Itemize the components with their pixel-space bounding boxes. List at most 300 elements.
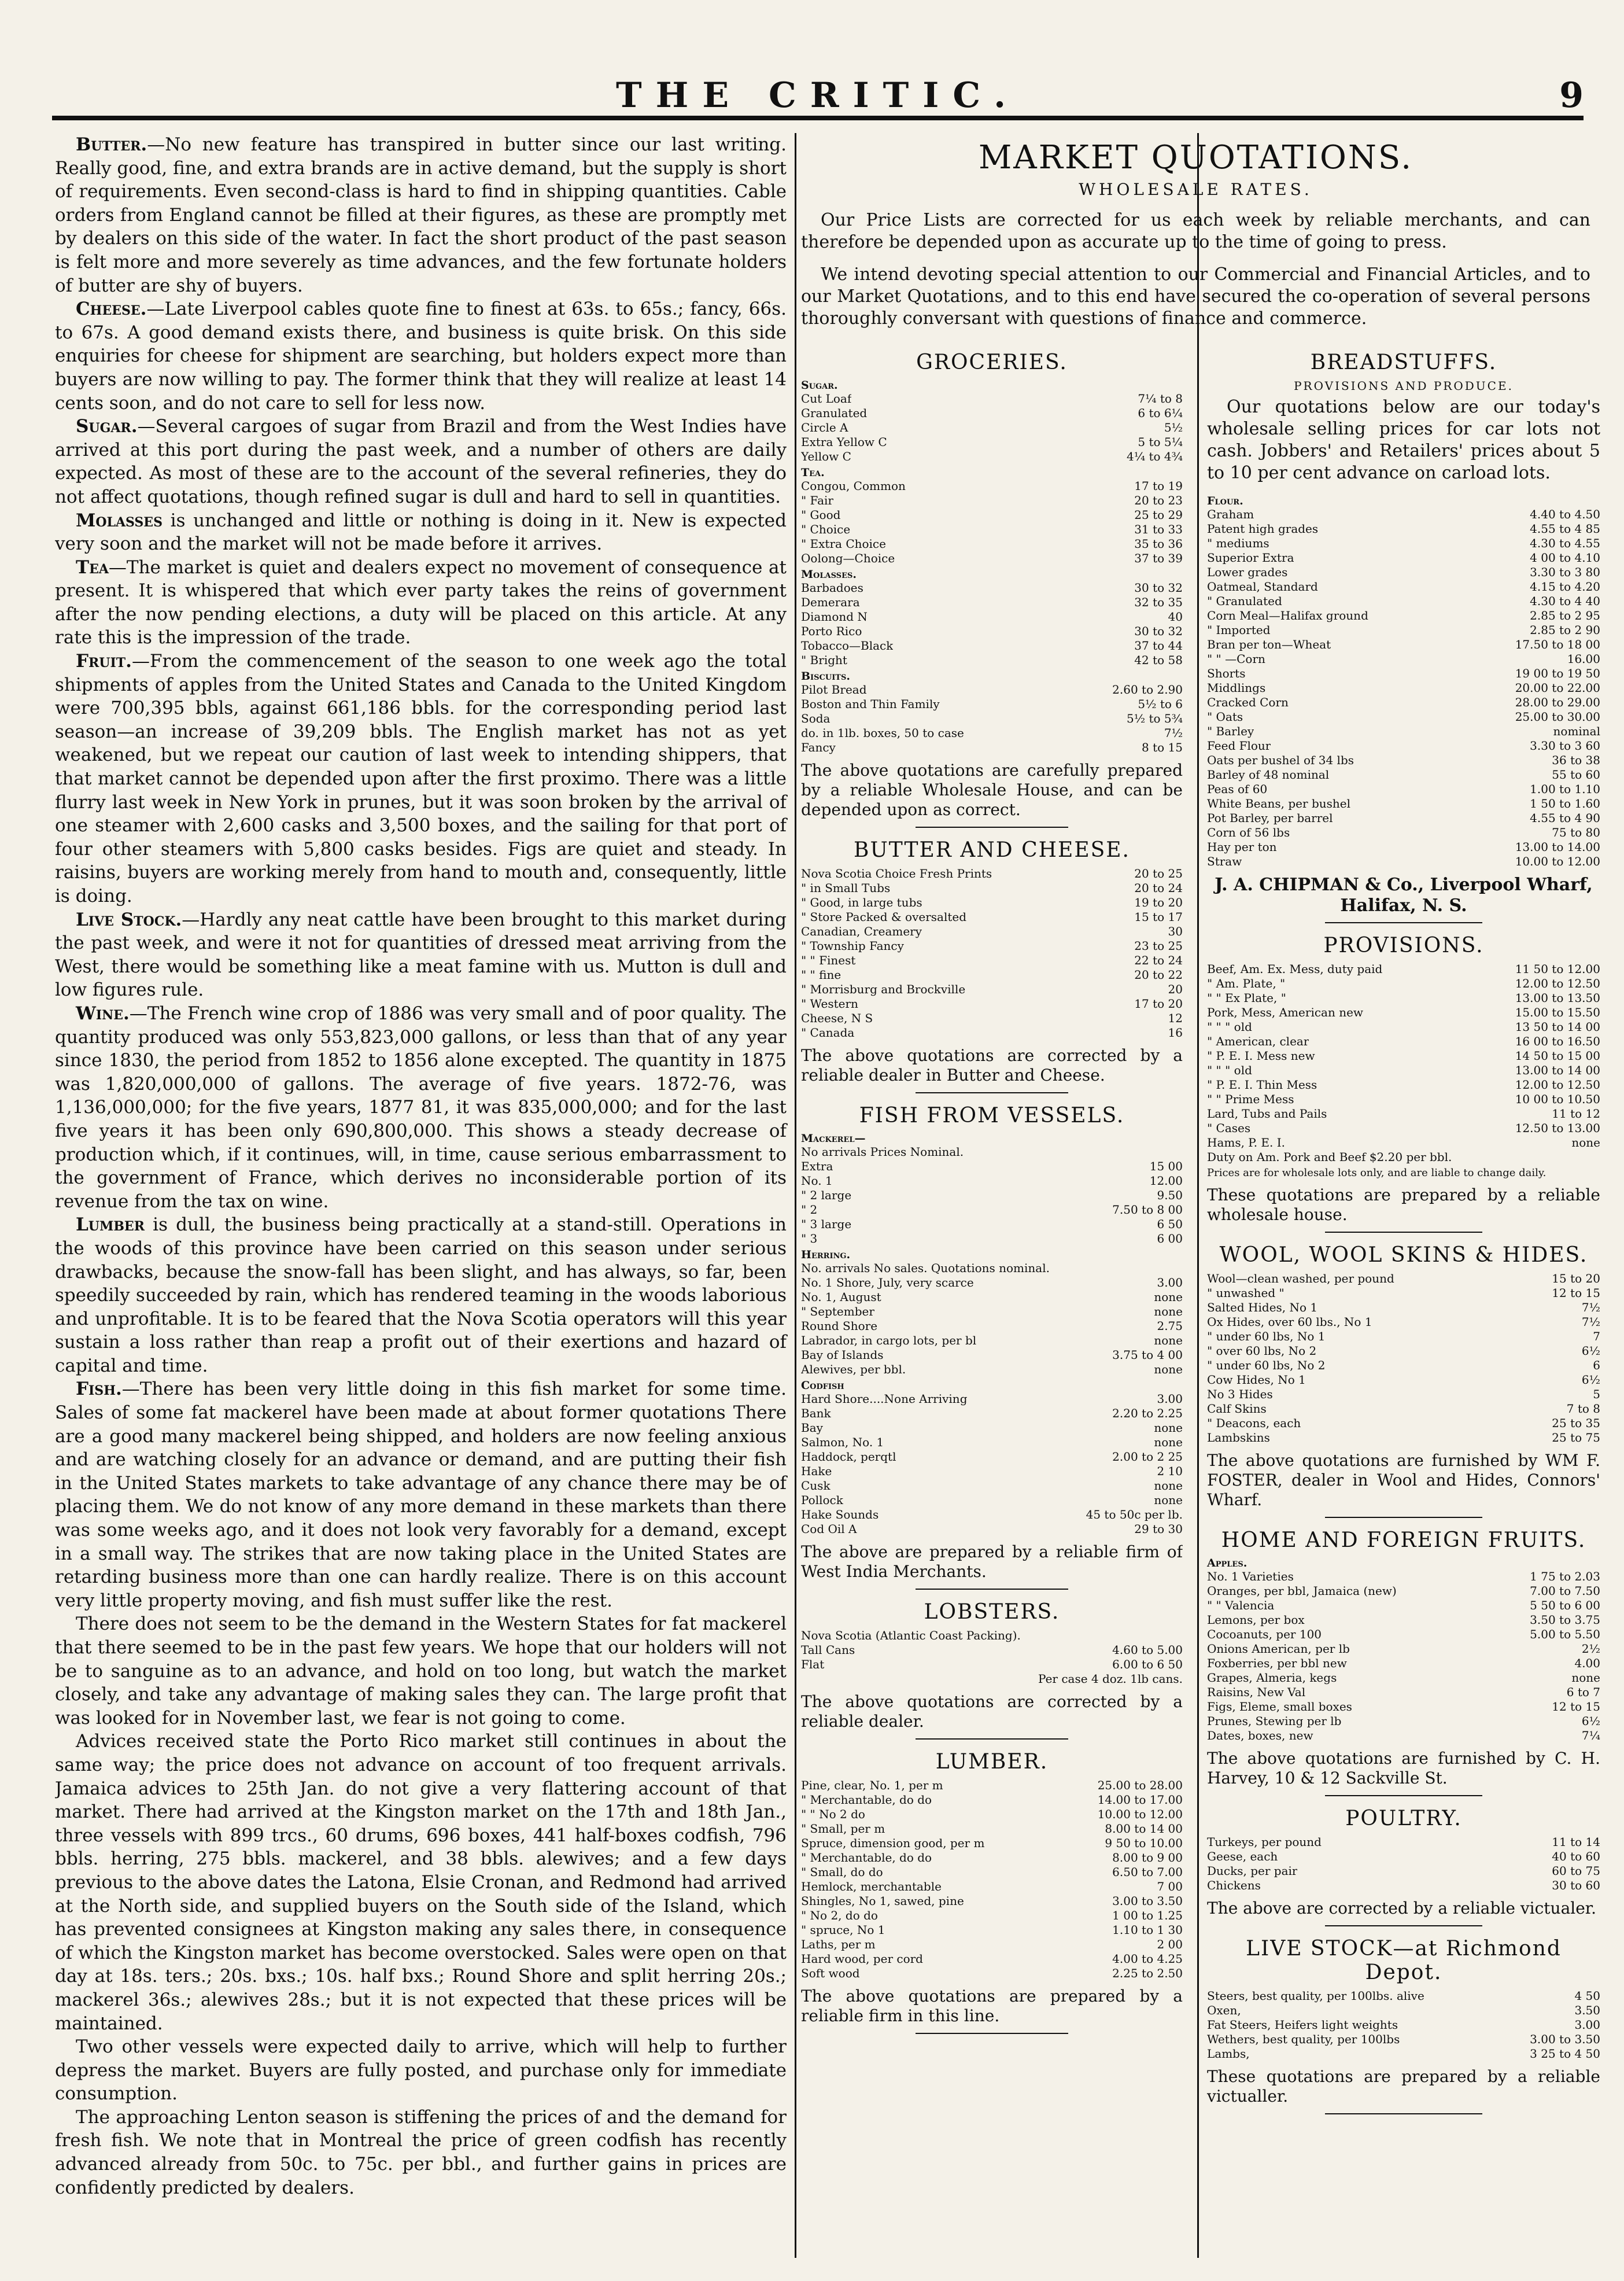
price-row [801,1479,1183,1493]
item-price: 7 [1593,1329,1600,1343]
item-label: Salted Hides, No 1 [1207,1300,1318,1314]
item-label: " Merchantable, do do [801,1851,932,1864]
price-row [1207,1700,1600,1714]
item-price: 15 to 17 [1134,910,1183,924]
price-row [1207,811,1600,826]
item-price: 9 50 to 10.00 [1105,1836,1183,1850]
item-price: 7 00 [1157,1880,1183,1893]
item-label: Cusk [801,1479,831,1493]
price-row [1207,1387,1600,1402]
price-row [1207,1063,1600,1078]
price-row [801,493,1183,508]
fish-note: The above are prepared by a reliable firm of West India Merchants. [801,1542,1183,1581]
item-label: No. arrivals No sales. Quotations nominal. [801,1261,1050,1275]
item-label: No. 1 Shore, July, very scarce [801,1276,974,1289]
price-row [1207,1598,1600,1613]
section-rule [1325,922,1482,923]
price-row [1207,565,1600,580]
wholesale-rates-subtitle: WHOLESALE RATES. [1079,180,1313,199]
price-row [1207,1034,1600,1049]
item-label: Congou, Common [801,479,906,493]
price-row [801,1217,1183,1232]
item-label: Soft wood [801,1966,860,1980]
price-row [1207,962,1600,976]
item-price: 4 00 to 4.10 [1530,551,1600,565]
price-row [801,1145,1183,1159]
item-label: " P. E. I. Mess new [1207,1049,1315,1063]
item-label: " over 60 lbs, No 2 [1207,1344,1317,1358]
item-label: Bran per ton—Wheat [1207,637,1331,651]
poultry-title: POULTRY. [1345,1807,1462,1830]
item-label: No. 1, August [801,1290,881,1304]
price-row [801,639,1183,653]
section-rule [916,2033,1068,2034]
price-row [801,1672,1183,1686]
item-label: Barbadoes [801,581,863,595]
item-price: 15 00 [1149,1159,1183,1173]
price-row [1207,623,1600,637]
item-price: 42 to 58 [1134,653,1183,667]
news-paragraph: Advices received state the Porto Rico market still continues in about the same way; the price does not advance on account of too frequent arrivals. Jamaica advices to 25th Jan. do not give a very flattering account of that market. There had arrived at the Kingston market on the 17th and 18th Jan., three vessels with 899 trcs., 60 drums, 696 boxes, 441 half-boxes codfish, 796 bbls. herring, 275 bbls. mackerel, and 38 bbls. alewives; and a few days previous to the above dates the Latona, Elsie Cronan, and Redmond had arrived at the North side, and supplied buyers on the South side of the Island, which has prevented consignees at Kingston making any sales there, in consequence of which the Kingston market has become overstocked. Sales were open on that day at 18s. ters.; 20s. bxs.; 10s. half bxs.; Round Shore and split herring 20s.; mackerel 36s.; alewives 28s.; but it is not expected that these prices will be maintained. [55,1731,787,2034]
price-row [801,1261,1183,1276]
item-price: 32 to 35 [1134,595,1183,609]
item-label: Superior Extra [1207,551,1294,565]
item-price: 12.50 to 13.00 [1515,1121,1600,1135]
item-price: 14 50 to 15 00 [1515,1049,1600,1063]
price-row [801,1421,1183,1435]
price-row [801,406,1183,421]
item-price: 20 to 24 [1134,881,1183,895]
item-label: " " Ex Plate, " [1207,991,1286,1005]
price-row [801,1923,1183,1937]
item-label: Laths, per m [801,1937,876,1951]
price-row [801,1937,1183,1952]
item-price: 3.50 [1574,2003,1600,2017]
item-label: Cow Hides, No 1 [1207,1373,1306,1387]
price-row [1207,797,1600,811]
item-label: Extra Yellow C [801,435,887,449]
item-price: 60 to 75 [1552,1864,1600,1878]
item-label: Hard wood, per cord [801,1952,923,1966]
price-row [801,1011,1183,1026]
item-label: Lower grades [1207,565,1288,579]
item-price: none [1154,1479,1183,1493]
item-price: 55 to 60 [1552,768,1600,782]
item-price: 2.25 to 2.50 [1112,1966,1183,1980]
price-row [801,421,1183,435]
price-row [801,1188,1183,1203]
item-price: 15 to 20 [1552,1272,1600,1285]
item-label: Middlings [1207,681,1266,695]
item-label: " Good, in large tubs [801,896,922,909]
breadstuffs-title: BREADSTUFFS. [1310,351,1497,374]
price-row [1207,1656,1600,1671]
price-row [1207,840,1600,854]
price-row [1207,1329,1600,1344]
item-label: Granulated [801,406,868,420]
news-paragraph: Cheese.—Late Liverpool cables quote fine to finest at 63s. to 65s.; fancy, 66s. to 67s. A good demand exists there, and business is quite brisk. On this side enquiries for cheese for shipment are searching, but holders expect more than buyers are now willing to pay. The former think that they will realize at least 14 cents soon, and do not care to sell for less now. [55,299,787,414]
item-label: " September [801,1305,874,1318]
item-label: Pollock [801,1493,843,1507]
category-label: Biscuits. [801,670,850,683]
item-price: 1.00 to 1.10 [1530,782,1600,796]
price-row [1207,724,1600,739]
item-label: Hams, P. E. I. [1207,1136,1285,1149]
item-price: 8.00 to 9 00 [1112,1851,1183,1864]
price-row [801,449,1183,464]
item-price: 19 00 to 19 50 [1515,666,1600,680]
price-row [1207,991,1600,1005]
price-row [801,1508,1183,1522]
item-price: 3.00 [1157,1392,1183,1406]
item-price: 3.75 to 4 00 [1112,1348,1183,1362]
paragraph-lead: Cheese. [76,299,147,320]
item-price: 40 [1168,610,1183,624]
price-row [1207,1642,1600,1656]
price-row [1207,1835,1600,1849]
price-row [1207,2032,1600,2047]
item-price: 6½ [1581,1714,1600,1728]
item-price: 14.00 to 17.00 [1097,1793,1183,1807]
price-row [801,1319,1183,1333]
item-label: Graham [1207,507,1254,521]
item-price: none [1571,1671,1600,1685]
item-price: 7.00 to 7.50 [1530,1584,1600,1598]
item-label: " Township Fancy [801,939,904,953]
item-label: Onions American, per lb [1207,1642,1350,1656]
price-row [801,1822,1183,1836]
category-label: Apples. [1207,1557,1247,1569]
item-label: Pine, clear, No. 1, per m [801,1778,943,1792]
price-row [1207,2047,1600,2061]
item-price: 25 to 35 [1552,1416,1600,1430]
price-row [801,997,1183,1011]
news-paragraph: Wine.—The French wine crop of 1886 was very small and of poor quality. The quantity produced was only 553,823,000 gallons, or less than that of any year since 1830, the period from 1852 to 1856 alone excepted. The quantity in 1875 was 1,820,000,000 of gallons. The average of five years. 1872-76, was 1,136,000,000; for the five years, 1877 81, it was 835,000,000; and for the last five years it has been only 690,800,000. This shows a steady decrease of production which, if it continues, will, in time, cause serious embarrassment to the government of France, which derives no inconsiderable portion of its revenue from the tax on wine. [55,1003,787,1212]
item-price: none [1154,1435,1183,1449]
item-price: 30 to 60 [1552,1878,1600,1892]
item-label: Oatmeal, Standard [1207,580,1318,594]
provisions-small-note: Prices are for wholesale lots only, and are liable to change daily. [1207,1167,1547,1179]
price-row [1207,1431,1600,1445]
price-row [1207,1300,1600,1315]
item-label: Patent high grades [1207,522,1319,536]
item-label: " spruce, No 1 [801,1923,885,1937]
price-row [801,1807,1183,1822]
item-price: 20 to 25 [1134,867,1183,880]
item-price: 7½ [1581,1300,1600,1314]
price-row [1207,1878,1600,1893]
market-quotations-title: MARKET QUOTATIONS. [978,139,1413,176]
item-price: 6½ [1581,1344,1600,1358]
item-label: " Small, per m [801,1822,885,1836]
item-price: 3.50 to 3.75 [1530,1613,1600,1627]
item-label: Straw [1207,854,1242,868]
item-price: 1.10 to 1 30 [1112,1923,1183,1937]
item-label: Fat Steers, Heifers light weights [1207,2018,1398,2032]
item-label: " Fair [801,493,833,507]
price-row [801,1406,1183,1421]
item-label: Labrador, in cargo lots, per bl [801,1333,977,1347]
item-price: 3.00 to 3.50 [1530,2032,1600,2046]
item-label: " 3 large [801,1217,852,1231]
item-price: 12.00 to 12.50 [1515,1078,1600,1092]
price-row [801,1966,1183,1981]
price-row [801,968,1183,982]
item-label: Circle A [801,421,848,434]
item-price: 2.20 to 2.25 [1112,1406,1183,1420]
item-price: 20 to 22 [1134,968,1183,982]
item-label: Cut Loaf [801,392,852,406]
item-price: 6 00 [1157,1232,1183,1245]
price-row [1207,1714,1600,1729]
item-label: " " " old [1207,1020,1252,1034]
item-price: 5½ to 6 [1138,697,1183,711]
item-label: Cod Oil A [801,1522,857,1536]
item-price: 20 [1168,982,1183,996]
item-label: " 3 [801,1232,818,1245]
page-number: 9 [1559,75,1584,116]
item-label: " Western [801,997,858,1011]
item-price: 2.00 to 2 25 [1112,1450,1183,1464]
item-label: Pilot Bread [801,683,867,697]
item-price: 3.30 to 3 80 [1530,565,1600,579]
item-price: 8.00 to 14 00 [1105,1822,1183,1836]
item-price: none [1154,1333,1183,1347]
price-row [1207,1092,1600,1107]
item-price: 4.55 to 4 90 [1530,811,1600,825]
fruits-section [1207,1528,1600,1796]
price-row [1207,507,1600,522]
item-price: 7¼ to 8 [1138,392,1183,406]
item-price: 17.50 to 18 00 [1515,637,1600,651]
fruits-title: HOME AND FOREIGN FRUITS. [1221,1528,1586,1552]
item-label: Pork, Mess, American new [1207,1005,1364,1019]
price-row [1207,1729,1600,1743]
item-price: none [1154,1362,1183,1376]
livestock-note: These quotations are prepared by a reliable victualler. [1207,2067,1600,2106]
item-label: " unwashed " [1207,1286,1285,1300]
item-label: Geese, each [1207,1849,1278,1863]
item-label: Cheese, N S [801,1011,873,1025]
item-price: 3.00 to 3.50 [1112,1894,1183,1908]
item-price: 2 00 [1157,1937,1183,1951]
poultry-section [1207,1807,1600,1926]
lumber-section [801,1750,1183,2034]
lobsters-section [801,1600,1183,1740]
price-row [1207,854,1600,869]
item-label: Hake [801,1464,832,1478]
item-label: Oxen, [1207,2003,1241,2017]
breadstuffs-dealer: J. A. CHIPMAN & Co., Liverpool Wharf, Halifax, N. S. [1215,875,1593,916]
price-row [801,1435,1183,1450]
price-row [1207,652,1600,666]
price-row [1207,826,1600,840]
price-row [801,982,1183,997]
price-row [1207,681,1600,695]
price-row [1207,782,1600,797]
price-row [1207,1078,1600,1092]
masthead [52,12,1584,120]
item-label: Alewives, per bbl. [801,1362,906,1376]
item-label: No. 1 [801,1174,833,1188]
item-label: Raisins, New Val [1207,1685,1306,1699]
price-row [1207,1344,1600,1358]
item-price: 13 50 to 14 00 [1515,1020,1600,1034]
item-label: Bay of Islands [801,1348,884,1362]
item-price: 16.00 [1567,652,1600,666]
price-row [801,1450,1183,1464]
item-label: Lambs, [1207,2047,1250,2061]
price-row [801,1026,1183,1040]
item-price: 20 to 23 [1134,493,1183,507]
item-price: 23 to 25 [1134,939,1183,953]
lobsters-title: LOBSTERS. [924,1600,1060,1624]
item-price: 37 to 39 [1134,551,1183,565]
item-price: 3 25 to 4 50 [1530,2047,1600,2061]
item-price: 25 to 29 [1134,508,1183,522]
item-price: 10.00 to 12.00 [1515,854,1600,868]
wool-note: The above quotations are furnished by WM F. FOSTER, dealer in Wool and Hides, Connors' Wharf. [1207,1451,1600,1509]
price-row [801,1333,1183,1348]
item-price: 4.60 to 5.00 [1112,1643,1183,1657]
item-label: Hake Sounds [801,1508,879,1521]
price-row [1207,1849,1600,1864]
item-label: " " Finest [801,953,856,967]
category-label: Flour. [1207,495,1243,507]
price-row [801,867,1183,881]
news-paragraph: The approaching Lenton season is stiffening the prices of and the demand for fresh fish. We note that in Montreal the price of green codfish has recently advanced already from 50c. to 75c. per bbl., and further gains in prices are confidently predicted by dealers. [55,2106,787,2198]
item-price: 6.50 to 7.00 [1112,1865,1183,1879]
item-price: 3.00 [1574,2018,1600,2032]
item-label: " " No 2 do [801,1807,865,1821]
item-label: " Bright [801,653,847,667]
news-paragraph: Sugar.—Several cargoes of sugar from Brazil and from the West Indies have arrived at this port during the past week, and a number of others are daily expected. As most of these are to the account of the several refineries, they do not affect quotations, though refined sugar is dull and hard to sell in quantities. [55,416,787,507]
item-price: 25.00 to 28.00 [1097,1778,1183,1792]
item-label: Pot Barley, per barrel [1207,811,1333,825]
price-row [801,479,1183,493]
price-row [801,910,1183,924]
item-price: Per case 4 doz. 1lb cans. [1038,1672,1183,1686]
item-label: Dates, boxes, new [1207,1729,1313,1742]
category-label: Tea. [801,466,825,479]
item-label: " 2 large [801,1188,852,1202]
price-row [801,392,1183,406]
item-label: Nova Scotia Choice Fresh Prints [801,867,992,880]
item-price [1179,1261,1183,1276]
price-row [1207,1685,1600,1700]
item-price: 5½ to 5¾ [1126,712,1183,725]
item-price: 31 to 33 [1134,522,1183,536]
paragraph-lead: Wine. [76,1003,130,1024]
item-price: 37 to 44 [1134,639,1183,653]
wool-title: WOOL, WOOL SKINS & HIDES. [1219,1243,1588,1267]
price-row [801,1865,1183,1880]
price-row [801,522,1183,537]
market-intro-2: We intend devoting special attention to our Commercial and Financial Articles, and to our Market Quotations, and to this end have secured the co-operation of several persons thoroughly conversant with questions of finance and commerce. [801,264,1590,329]
item-price: 3.30 to 3 60 [1530,739,1600,753]
market-quotations-header [801,133,1590,340]
item-price: 3.00 [1157,1276,1183,1289]
provisions-title: PROVISIONS. [1323,934,1484,957]
item-price: 4.40 to 4.50 [1530,507,1600,521]
section-rule [1325,2113,1482,2114]
item-label: Hemlock, merchantable [801,1880,942,1893]
groceries-title: GROCERIES. [916,351,1068,374]
item-price: 75 to 80 [1552,826,1600,839]
paragraph-lead: Tea [76,557,109,578]
item-price: 7.50 to 8 00 [1112,1203,1183,1217]
item-label: Cracked Corn [1207,695,1289,709]
section-rule [1325,1925,1482,1926]
market-intro-1: Our Price Lists are corrected for us each week by reliable merchants, and can therefore be depended upon as accurate up to the time of going to press. [801,210,1590,252]
price-row [801,1836,1183,1851]
price-row [801,1392,1183,1406]
item-price: 5.00 to 5.50 [1530,1627,1600,1641]
price-row [1207,1286,1600,1300]
item-label: Oranges, per bbl, Jamaica (new) [1207,1584,1397,1598]
section-rule [916,1738,1068,1740]
news-paragraph: Butter.—No new feature has transpired in butter since our last writing. Really good, fine, and extra brands are in active demand, but the supply is short of requirements. Even second-class is hard to find in shipping quantities. Cable orders from England cannot be filled at their figures, as these are promptly met by dealers on this side of the water. In fact the short product of the past season is felt more and more severely as time advances, and the few fortunate holders of butter are shy of buyers. [55,134,787,296]
item-price: 2.75 [1157,1319,1183,1333]
item-price: 45 to 50c per lb. [1086,1508,1183,1521]
price-row [1207,666,1600,681]
item-label: " American, clear [1207,1034,1309,1048]
item-price: 11 50 to 12.00 [1515,962,1600,976]
price-row [1207,536,1600,551]
price-row [801,697,1183,712]
item-label: Demerara [801,595,860,609]
price-row [801,939,1183,953]
item-label: No 3 Hides [1207,1387,1273,1401]
price-row [801,1174,1183,1188]
item-label: " Choice [801,522,851,536]
price-row [1207,695,1600,710]
price-row [1207,580,1600,594]
price-row [801,1628,1183,1643]
item-label: Ox Hides, over 60 lbs., No 1 [1207,1315,1372,1329]
item-price: 1 50 to 1.60 [1530,797,1600,810]
price-row [1207,1671,1600,1685]
price-row [1207,1049,1600,1063]
item-label: do. in 1lb. boxes, 50 to case [801,726,964,740]
breadstuffs-subtitle: PROVISIONS AND PRODUCE. [1294,379,1514,393]
price-row [801,1657,1183,1672]
butter-title: BUTTER AND CHEESE. [853,838,1130,862]
newspaper-title: THE CRITIC. [616,75,1020,116]
item-label: Figs, Eleme, small boxes [1207,1700,1352,1713]
section-rule [1325,1795,1482,1796]
item-label: Yellow C [801,449,851,463]
item-label: Round Shore [801,1319,878,1333]
item-label: Flat [801,1657,825,1671]
price-row [1207,753,1600,768]
price-row [1207,1569,1600,1584]
price-row [801,435,1183,449]
item-price: 5 [1593,1387,1600,1401]
item-label: Calf Skins [1207,1402,1267,1416]
item-label: " 2 [801,1203,818,1217]
item-label: Lard, Tubs and Pails [1207,1107,1327,1121]
item-price: 4.55 to 4 85 [1530,522,1600,536]
item-label: Barley of 48 nominal [1207,768,1330,782]
price-row [801,653,1183,668]
price-row [801,1203,1183,1217]
price-row [1207,1107,1600,1121]
item-label: Nova Scotia (Atlantic Coast Packing). [801,1628,1021,1642]
price-row [801,1851,1183,1865]
item-label: Oolong—Choice [801,551,895,565]
item-price: 10.00 to 12.00 [1097,1807,1183,1821]
